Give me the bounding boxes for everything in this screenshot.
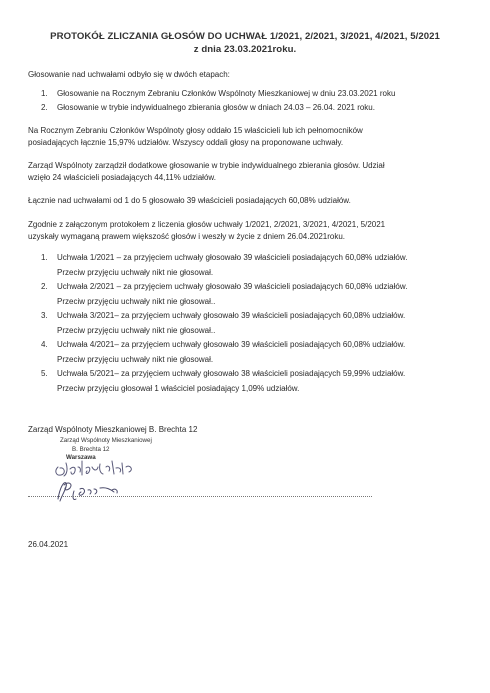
- resolution-number: 4.: [41, 340, 48, 349]
- total-paragraph: Łącznie nad uchwałami od 1 do 5 głosowało 39 właścicieli posiadających 60,08% udziałów.: [28, 196, 351, 205]
- resolution-number: 2.: [41, 282, 48, 291]
- resolution-votes: Uchwała 2/2021 – za przyjęciem uchwały głosowało 39 właścicieli posiadających 60,08% udziałów.: [57, 282, 408, 291]
- result-paragraph-line: Zgodnie z załączonym protokołem z liczenia głosów uchwały 1/2021, 2/2021, 3/2021, 4/2021, 5/2021: [28, 220, 386, 229]
- resolution-votes: Uchwała 3/2021– za przyjęciem uchwały głosowało 39 właścicieli posiadających 60,08% udziałów.: [57, 311, 406, 320]
- resolution-votes: Uchwała 4/2021– za przyjęciem uchwały głosowało 39 właścicieli posiadających 60,08% udziałów.: [57, 340, 406, 349]
- resolution-votes: Uchwała 1/2021 – za przyjęciem uchwały głosowało 39 właścicieli posiadających 60,08% udziałów.: [57, 253, 408, 262]
- meeting-paragraph-line: posiadających łącznie 15,97% udziałów. Wszyscy oddali głosy na proponowane uchwały.: [28, 138, 344, 147]
- stage-text: Głosowanie w trybie indywidualnego zbierania głosów w dniach 24.03 – 26.04. 2021 roku.: [57, 103, 375, 112]
- resolution-against: Przeciw przyjęciu uchwały nikt nie głosował.: [57, 268, 214, 277]
- document-date: 26.04.2021: [28, 540, 69, 549]
- stage-number: 1.: [41, 89, 48, 98]
- stamp-line: Zarząd Wspólnoty Mieszkaniowej: [60, 437, 152, 444]
- resolution-number: 5.: [41, 369, 48, 378]
- resolution-against: Przeciw przyjęciu uchwały nikt nie głosował.: [57, 355, 214, 364]
- document-title: PROTOKÓŁ ZLICZANIA GŁOSÓW DO UCHWAŁ 1/2021, 2/2021, 3/2021, 4/2021, 5/2021: [50, 31, 440, 42]
- resolution-against: Przeciw przyjęciu głosował 1 właściciel posiadający 1,09% udziałów.: [57, 384, 300, 393]
- document-date-title: z dnia 23.03.2021roku.: [193, 44, 297, 55]
- resolution-number: 1.: [41, 253, 48, 262]
- signature-dotted-line: [28, 496, 372, 497]
- intro-text: Głosowanie nad uchwałami odbyło się w dwóch etapach:: [28, 70, 230, 79]
- board-paragraph-line: wzięło 24 właścicieli posiadających 44,11% udziałów.: [28, 173, 216, 182]
- meeting-paragraph-line: Na Rocznym Zebraniu Członków Wspólnoty głosy oddało 15 właścicieli lub ich pełnomocników: [28, 126, 363, 135]
- handwritten-signature: [52, 459, 182, 505]
- result-paragraph-line: uzyskały wymaganą prawem większość głosów i weszły w życie z dniem 26.04.2021roku.: [28, 232, 346, 241]
- resolution-votes: Uchwała 5/2021– za przyjęciem uchwały głosowało 38 właścicieli posiadających 59,99% udziałów.: [57, 369, 406, 378]
- stamp-line: Warszawa: [66, 454, 96, 461]
- board-paragraph-line: Zarząd Wspólnoty zarządził dodatkowe głosowanie w trybie indywidualnego zbierania głosów. Udział: [28, 161, 385, 170]
- resolution-number: 3.: [41, 311, 48, 320]
- resolution-against: Przeciw przyjęciu uchwały nikt nie głosował..: [57, 297, 216, 306]
- board-signature-label: Zarząd Wspólnoty Mieszkaniowej B. Brechta 12: [28, 425, 198, 434]
- stage-text: Głosowanie na Rocznym Zebraniu Członków Wspólnoty Mieszkaniowej w dniu 23.03.2021 roku: [57, 89, 396, 98]
- stamp-line: B. Brechta 12: [72, 446, 110, 453]
- resolution-against: Przeciw przyjęciu uchwały nikt nie głosował..: [57, 326, 216, 335]
- stage-number: 2.: [41, 103, 48, 112]
